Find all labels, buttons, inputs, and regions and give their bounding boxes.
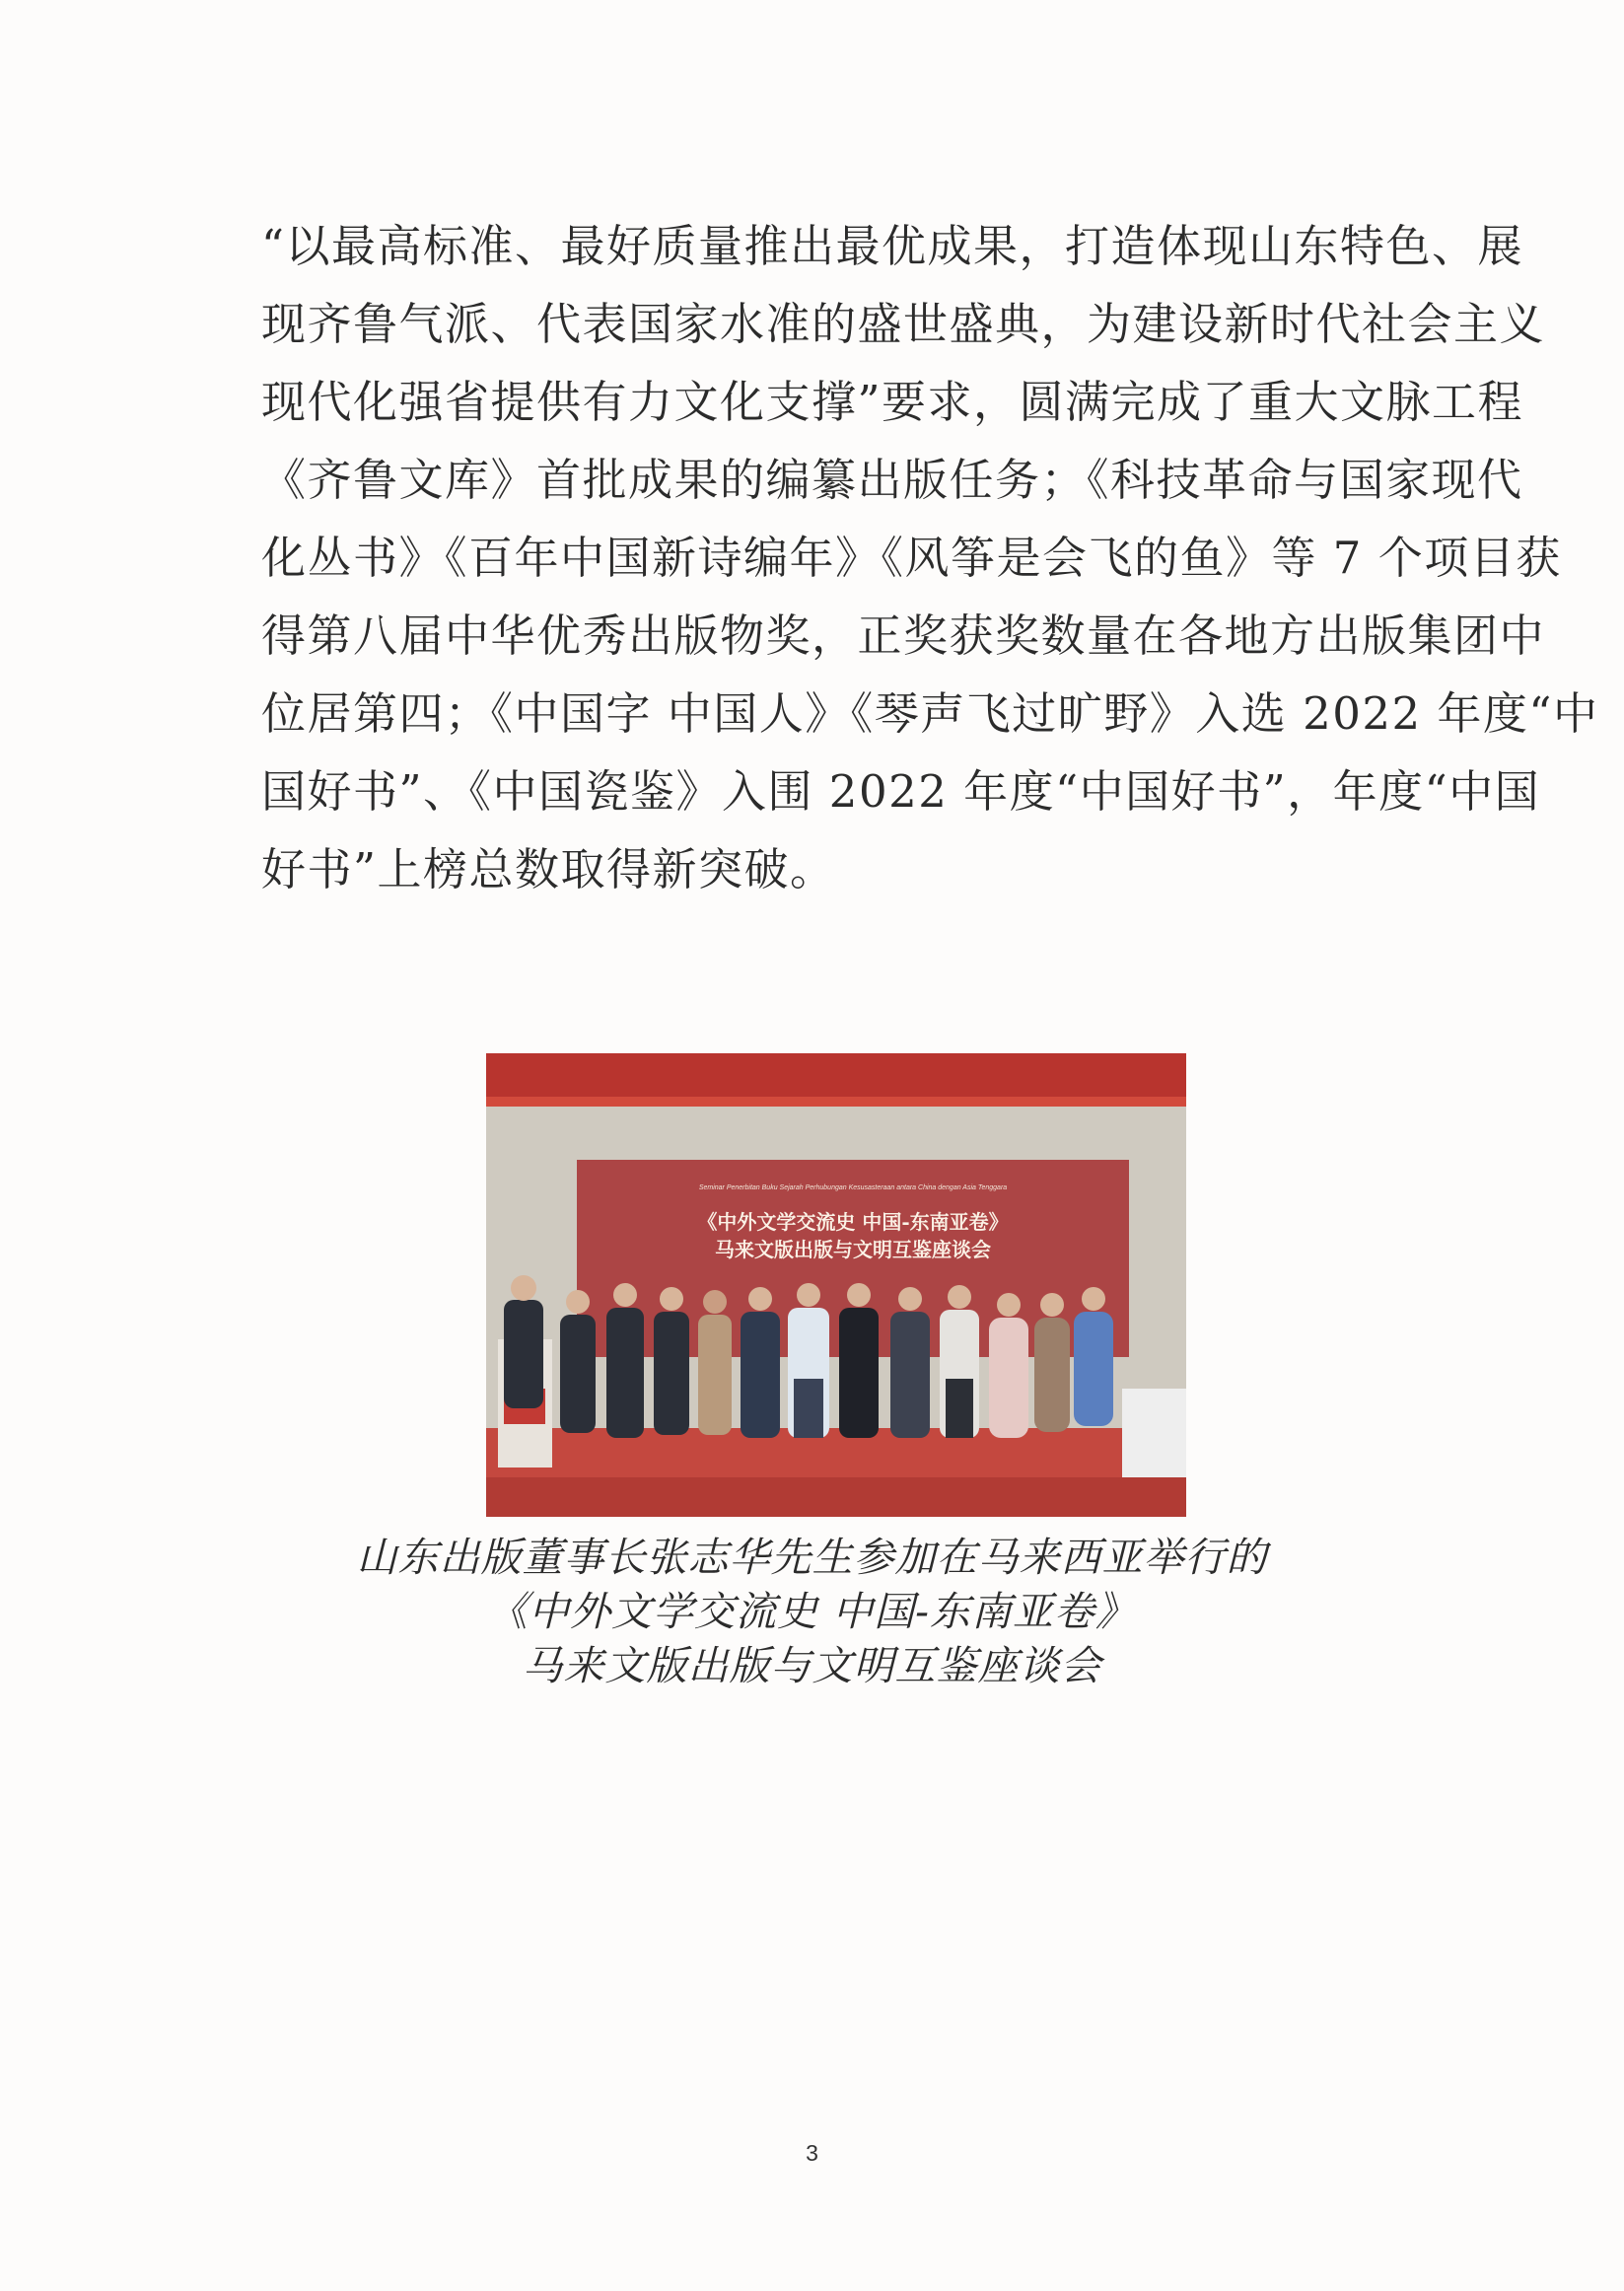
caption-line: 马来文版出版与文明互鉴座谈会 [522,1642,1102,1689]
banner-title: 《中外文学交流史 中国-东南亚卷》 [697,1210,1009,1234]
photo-caption [227,1531,1397,1693]
banner-subtitle: Seminar Penerbitan Buku Sejarah Perhubungan Kesusasteraan antara China dengan Asia Tenggara [698,1184,1008,1191]
body-line: 《齐鲁文库》首批成果的编纂出版任务；《科技革命与国家现代 [261,454,1523,506]
event-photo-illustration [486,1053,1186,1517]
caption-line: 山东出版董事长张志华先生参加在马来西亚举行的 [356,1534,1268,1581]
body-paragraph [261,207,1599,908]
body-line: 好书”上榜总数取得新突破。 [261,843,836,895]
body-line: 位居第四；《中国字 中国人》《琴声飞过旷野》入选 2022 年度“中 [261,687,1599,740]
body-line: 得第八届中华优秀出版物奖，正奖获奖数量在各地方出版集团中 [261,609,1546,662]
body-line: 化丛书》《百年中国新诗编年》《风筝是会飞的鱼》等 7 个项目获 [261,532,1562,584]
page-number: 3 [806,2140,818,2166]
event-photo [486,1053,1186,1517]
banner-title-2: 马来文版出版与文明互鉴座谈会 [715,1238,991,1261]
caption-line: 《中外文学交流史 中国-东南亚卷》 [487,1588,1137,1635]
body-line: 现齐鲁气派、代表国家水准的盛世盛典，为建设新时代社会主义 [261,298,1546,350]
body-line: “以最高标准、最好质量推出最优成果，打造体现山东特色、展 [261,220,1524,272]
body-line: 国好书”、《中国瓷鉴》入围 2022 年度“中国好书”，年度“中国 [261,765,1541,818]
body-line: 现代化强省提供有力文化支撑”要求，圆满完成了重大文脉工程 [261,376,1524,428]
